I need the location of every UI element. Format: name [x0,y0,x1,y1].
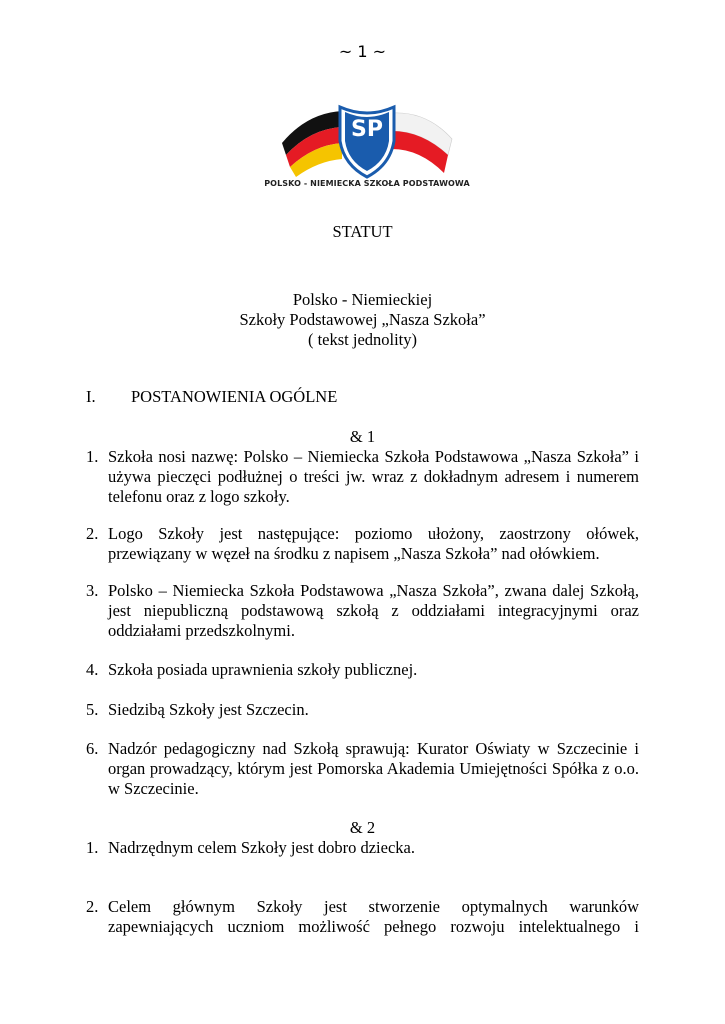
list-item [86,524,639,564]
list-item-number: 6. [86,739,99,758]
list-item-text: Logo Szkoły jest następujące: poziomo ułożony, zaostrzony ołówek, przewiązany w węzeł na środku z napisem „Nasza Szkoła” nad ołówkiem. [108,524,639,563]
list-item-text: Szkoła posiada uprawnienia szkoły publicznej. [108,660,418,679]
list-item [86,581,639,641]
paragraph-sign-1: & 1 [349,427,376,446]
list-item-text: Nadrzędnym celem Szkoły jest dobro dziecka. [108,838,415,857]
section-title: POSTANOWIENIA OGÓLNE [131,387,338,406]
list-item [86,700,639,720]
page-number: ~ 1 ~ [338,42,387,61]
paragraph-sign-2: & 2 [349,818,376,837]
list-item-text: Celem głównym Szkoły jest stworzenie optymalnych warunków zapewniających uczniom możliwość pełnego rozwoju intelektualnego i [108,897,639,936]
subtitle-line-3: ( tekst jednolity) [307,330,418,349]
list-item-number: 2. [86,524,99,543]
list-item-number: 1. [86,447,99,466]
logo-initials: SP [351,117,383,142]
list-item-text: Polsko – Niemiecka Szkoła Podstawowa „Nasza Szkoła”, zwana dalej Szkołą, jest niepubliczną podstawową szkołą z oddziałami integracyjnymi oraz oddziałami przedszkolnymi. [108,581,639,640]
subtitle-line-2: Szkoły Podstawowej „Nasza Szkoła” [239,310,486,329]
school-logo [262,103,472,193]
list-item [86,897,639,937]
list-item-number: 3. [86,581,99,600]
list-item-text: Szkoła nosi nazwę: Polsko – Niemiecka Szkoła Podstawowa „Nasza Szkoła” i używa pieczęci podłużnej o treści jw. wraz z dokładnym adresem i numerem telefonu oraz z logo szkoły. [108,447,639,506]
list-item [86,660,639,680]
document-title: STATUT [332,222,393,241]
list-item [86,739,639,799]
section-number: I. [86,387,96,406]
list-item [86,447,639,507]
subtitle-line-1: Polsko - Niemieckiej [292,290,433,309]
list-item-number: 4. [86,660,99,679]
list-item-number: 1. [86,838,99,857]
list-item-text: Nadzór pedagogiczny nad Szkołą sprawują: Kurator Oświaty w Szczecinie i organ prowadzący, którym jest Pomorska Akademia Umiejętności Spółka z o.o. w Szczecinie. [108,739,639,798]
list-item-text: Siedzibą Szkoły jest Szczecin. [108,700,309,719]
list-item-number: 5. [86,700,99,719]
logo-caption: POLSKO - NIEMIECKA SZKOŁA PODSTAWOWA [264,179,470,188]
list-item [86,838,639,858]
list-item-number: 2. [86,897,99,916]
